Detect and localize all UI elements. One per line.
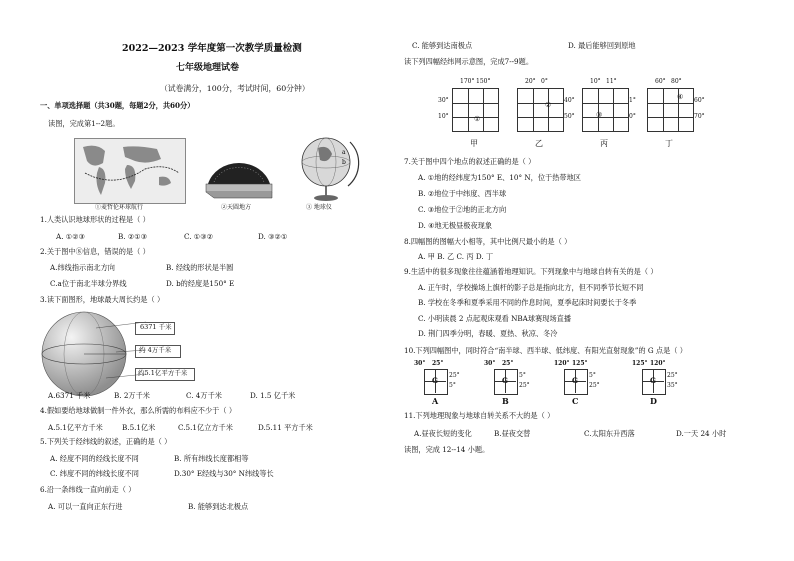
q3-option-a[interactable]: A.6371 千米 [48,391,91,400]
grid-top-label-1: 20° [525,78,536,85]
q3-option-d[interactable]: D. 1.5 亿千米 [250,391,296,400]
q10-map-lat-label-2: 25° [519,382,530,389]
fig3-caption: ③ 地球仪 [306,204,332,211]
q10-map-lon-label-1: 30° [484,360,496,367]
q11-option-c[interactable]: C.太阳东升西落 [584,429,635,438]
q10-map-lat-label-1: 5° [589,372,596,379]
q1-option-d[interactable]: D. ③②① [258,232,288,241]
q5-option-c[interactable]: C. 纬度不同的纬线长度不同 [50,469,139,478]
grid-parallel-line [583,117,628,118]
q10-map-lon-label-2: 125° [572,360,588,367]
q10-point-g: G [432,376,438,385]
q10-point-g: G [572,376,578,385]
q11-stem: 11.下列地理现象与地球自转关系不大的是（ ） [404,411,555,420]
q6-stem: 6.沿一条纬线一直向前走（ ） [40,485,136,494]
q6-option-c[interactable]: C. 能够到达南极点 [412,41,473,50]
fig1-caption: ①麦哲伦环球航行 [95,204,144,211]
exam-subtitle: 七年级地理试卷 [176,63,240,73]
q8-options[interactable]: A. 甲 B. 乙 C. 丙 D. 丁 [418,252,494,261]
grid-top-label-2: 150° [476,78,491,85]
grid-side-label-2: 10° [438,113,449,120]
latlon-grid-1 [452,88,499,132]
grid-meridian-line [483,89,484,131]
exam-info: （试卷满分，100分，考试时间，60分钟） [160,84,310,93]
grid-point-marker: ① [474,115,481,123]
exam-title: 2022—2023 学年度第一次教学质量检测 [122,43,302,54]
grid-parallel-line [583,103,628,104]
q2-stem: 2.关于图中⑧信息，错误的是（ ） [40,247,150,256]
q9-option-c[interactable]: C. 小明读晨 2 点起观床观看 NBA球赛现场直播 [418,314,572,323]
q8-stem: 8.四幅图的图幅大小相等，其中比例尺最小的是（ ） [404,237,572,246]
q6-option-b[interactable]: B. 能够到达北极点 [188,502,249,511]
q1-stem: 1.人类认识地球形状的过程是（ ） [40,215,150,224]
grid-top-label-2: 11° [606,78,617,85]
q3-option-b[interactable]: B. 2万千米 [114,391,150,400]
grid-parallel-line [453,103,498,104]
heaven-round-figure [204,152,274,202]
q2-option-d[interactable]: D. b的经度是150° E [166,279,235,288]
radius-label: 6371 千米 [140,323,172,331]
q3-option-c[interactable]: C. 4万千米 [186,391,222,400]
q4-option-b[interactable]: B.5.1亿米 [122,423,156,432]
q2-option-a[interactable]: A.纬线指示南北方向 [50,263,115,272]
q10-map-lon-label-2: 120° [650,360,666,367]
q10-map-lon-label-1: 125° [632,360,648,367]
q10-map-lon-label-2: 25° [502,360,514,367]
grid-side-label-1: 30° [438,97,449,104]
grid-meridian-line [468,89,469,131]
intro-q12-14: 读图，完成 12--14 小题。 [404,445,490,454]
section-heading: 一、单项选择题（共30题，每题2分，共60分） [40,101,195,110]
q3-stem: 3.读下面图形，地球最大周长约是（ ） [40,295,165,304]
q11-option-b[interactable]: B.昼夜交替 [494,429,531,438]
grid-name-label: 丙 [600,139,608,148]
grid-parallel-line [518,117,563,118]
q10-map-lat-label-1: 5° [519,372,526,379]
grid-point-marker: ③ [596,111,603,119]
q10-point-g: G [502,376,508,385]
q5-option-d[interactable]: D.30° E经线与30° N纬线等长 [174,469,274,478]
grid-meridian-line [663,89,664,131]
latlon-grid-3 [582,88,629,132]
grid-side-label-2: 70° [694,113,705,120]
q9-option-a[interactable]: A. 正午时，学校操场上旗杆的影子总是指向北方，但不同季节长短不同 [418,283,644,292]
q4-option-c[interactable]: C.5.1亿立方千米 [178,423,233,432]
q1-option-a[interactable]: A. ①②③ [56,232,86,241]
q7-option-a[interactable]: A. ①地的经纬度为150° E、10° N，位于热带地区 [418,173,581,182]
circumference-label: 约 4万千米 [139,346,172,354]
latlon-grid-2 [517,88,564,132]
q11-option-a[interactable]: A.昼夜长短的变化 [414,429,472,438]
area-label: 约5.1亿平方千米 [138,369,188,377]
grid-side-label-1: 1° [629,97,636,104]
grid-name-label: 甲 [470,139,478,148]
grid-parallel-line [648,103,693,104]
q10-stem: 10.下列四幅图中，同时符合“南半球、西半球、低纬度、有阳光直射现象”的 G 点是（ ） [404,346,687,355]
grid-top-label-1: 170° [460,78,475,85]
grid-meridian-line [533,89,534,131]
q10-map-lat-label-1: 25° [449,372,460,379]
q1-option-c[interactable]: C. ①③② [184,232,214,241]
q9-option-d[interactable]: D. 荆门四季分明，春暖、夏热、秋凉、冬冷 [418,329,558,338]
q4-option-a[interactable]: A.5.1亿平方千米 [48,423,103,432]
q4-stem: 4.假如要给地球做制一件外衣，那么所需的布料应不少于（ ） [40,406,237,415]
q10-map-name: A [432,396,439,406]
grid-point-marker: ④ [677,93,684,101]
grid-top-label-2: 0° [541,78,548,85]
grid-meridian-line [613,89,614,131]
intro-q7-9: 读下列四幅经纬网示意图，完成7--9题。 [404,57,534,66]
q5-stem: 5.下列关于经纬线的叙述，正确的是（ ） [40,437,172,446]
grid-top-label-1: 60° [655,78,666,85]
svg-text:a: a [342,149,346,156]
grid-name-label: 乙 [535,139,543,148]
q10-map-name: C [572,396,579,406]
grid-top-label-1: 10° [590,78,601,85]
svg-text:b: b [342,159,346,166]
latlon-grid-4 [647,88,694,132]
q10-map-lon-label-1: 120° [554,360,570,367]
q11-option-d[interactable]: D.一天 24 小时 [676,429,727,438]
q9-stem: 9.生活中的很多现象往往蕴涵着地理知识。下列现象中与地球自转有关的是（ ） [404,267,658,276]
q10-map-lon-label-1: 30° [414,360,426,367]
grid-meridian-line [598,89,599,131]
grid-name-label: 丁 [665,139,673,148]
grid-point-marker: ② [545,101,552,109]
grid-meridian-line [548,89,549,131]
grid-side-label-1: 40° [564,97,575,104]
intro-q1-2: 读图，完成第1--2题。 [48,119,120,128]
grid-side-label-1: 60° [694,97,705,104]
grid-side-label-2: 0° [629,113,636,120]
grid-side-label-2: 50° [564,113,575,120]
grid-parallel-line [518,103,563,104]
q10-map-name: B [502,396,509,406]
q6-option-a[interactable]: A. 可以一直向正东行进 [48,502,123,511]
q10-map-lat-label-2: 25° [589,382,600,389]
q10-map-lon-label-2: 25° [432,360,444,367]
q2-option-c[interactable]: C.a位于南北半球分界线 [50,279,127,288]
q10-map-lat-label-2: 35° [667,382,678,389]
q10-map-lat-label-1: 25° [667,372,678,379]
q6-option-d[interactable]: D. 最后能够回到原地 [568,41,636,50]
magellan-map-figure [74,138,186,204]
q7-option-b[interactable]: B. ②地位于中纬度、西半球 [418,189,507,198]
q4-option-d[interactable]: D.5.11 平方千米 [258,423,313,432]
grid-parallel-line [648,117,693,118]
world-map-icon [75,139,185,203]
globe-figure [298,134,358,204]
q2-option-b[interactable]: B. 经线的形状是半圆 [166,263,234,272]
q1-option-b[interactable]: B. ②①③ [118,232,148,241]
q10-map-lat-label-2: 5° [449,382,456,389]
q5-option-b[interactable]: B. 所有纬线长度都相等 [174,454,249,463]
q7-option-c[interactable]: C. ③地位于②地的正北方向 [418,205,507,214]
q7-option-d[interactable]: D. ④地无极昼极夜现象 [418,221,493,230]
q5-option-a[interactable]: A. 经度不同的经线长度不同 [50,454,139,463]
earth-sphere-figure [36,308,136,398]
q10-point-g: G [650,376,656,385]
q9-option-b[interactable]: B. 学校在冬季和夏季采用不同的作息时间，夏季起床时间要长于冬季 [418,298,637,307]
grid-top-label-2: 80° [671,78,682,85]
fig2-caption: ②天圆地方 [221,204,252,211]
q10-map-name: D [650,396,657,406]
q7-stem: 7.关于图中四个地点的叙述正确的是（ ） [404,157,536,166]
